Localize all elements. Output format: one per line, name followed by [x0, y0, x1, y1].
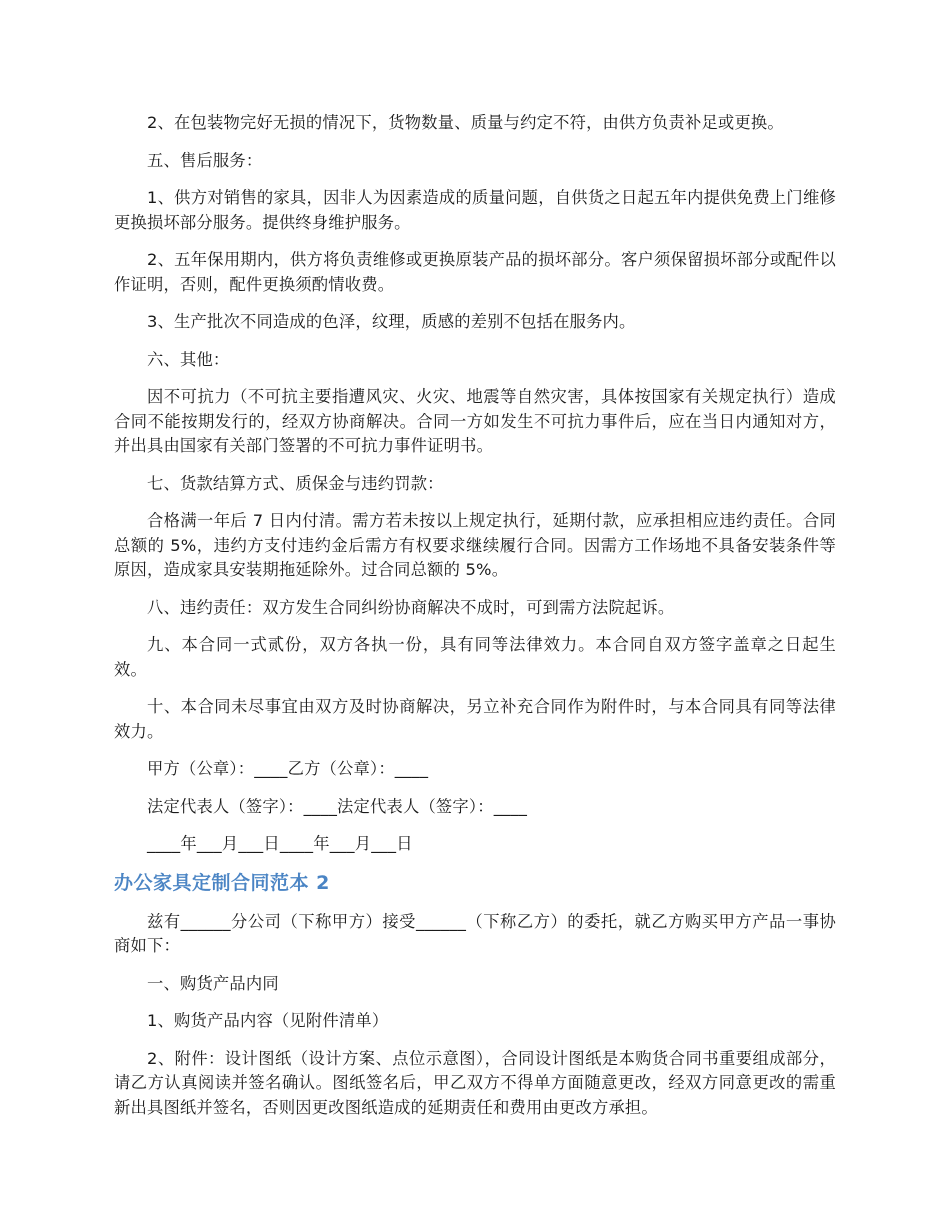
paragraph-after-sales-2: 2、五年保用期内，供方将负责维修或更换原装产品的损坏部分。客户须保留损坏部分或配件以作证明，否则，配件更换须酌情收费。	[114, 250, 836, 294]
signature-date-line: ____年___月___日____年___月___日	[147, 834, 413, 853]
section-payment-heading: 七、货款结算方式、质保金与违约罚款：	[147, 473, 444, 493]
document-body	[114, 111, 836, 1133]
section-other-heading: 六、其他：	[147, 349, 230, 369]
paragraph-packaging-clause: 2、在包装物完好无损的情况下，货物数量、质量与约定不符，由供方负责补足或更换。	[147, 113, 784, 132]
section-after-sales-heading: 五、售后服务：	[147, 150, 263, 170]
section-products-heading: 一、购货产品内同	[147, 973, 279, 993]
paragraph-copies: 九、本合同一式贰份，双方各执一份，具有同等法律效力。本合同自双方签字盖章之日起生效。	[114, 635, 836, 679]
section-title: 办公家具定制合同范本 2	[114, 871, 330, 894]
signature-representative-line: 法定代表人（签字）：____法定代表人（签字）：____	[147, 796, 528, 816]
paragraph-force-majeure: 因不可抗力（不可抗主要指遭风灾、火灾、地震等自然灾害，具体按国家有关规定执行）造成合同不能按期发行的，经双方协商解决。合同一方如发生不可抗力事件后，应在当日内通知对方，并出具由国家有关部门签署的不可抗力事件证明书。	[114, 387, 836, 455]
paragraph-after-sales-1: 1、供方对销售的家具，因非人为因素造成的质量问题，自供货之日起五年内提供免费上门维修更换损坏部分服务。提供终身维护服务。	[114, 188, 836, 232]
signature-seal-line: 甲方（公章）：____乙方（公章）：____	[147, 759, 429, 778]
paragraph-after-sales-3: 3、生产批次不同造成的色泽，纹理，质感的差别不包括在服务内。	[147, 312, 636, 331]
paragraph-products-content: 1、购货产品内容（见附件清单）	[147, 1011, 389, 1030]
paragraph-attachments: 2、附件：设计图纸（设计方案、点位示意图），合同设计图纸是本购货合同书重要组成部分，请乙方认真阅读并签名确认。图纸签名后，甲乙双方不得单方面随意更改，经双方同意更改的需重新出具图纸并签名，否则因更改图纸造成的延期责任和费用由更改方承担。	[114, 1048, 836, 1117]
paragraph-intro: 兹有______分公司（下称甲方）接受______（下称乙方）的委托，就乙方购买甲方产品一事协商如下：	[114, 911, 836, 955]
paragraph-payment-terms: 合格满一年后 7 日内付清。需方若未按以上规定执行，延期付款，应承担相应违约责任。合同总额的 5%，违约方支付违约金后需方有权要求继续履行合同。因需方工作场地不具备安装条件等原因，造成家具安装期拖延除外。过合同总额的 5%。	[114, 511, 836, 579]
paragraph-supplementary: 十、本合同未尽事宜由双方及时协商解决，另立补充合同作为附件时，与本合同具有同等法律效力。	[114, 697, 836, 741]
paragraph-breach-liability: 八、违约责任：双方发生合同纠纷协商解决不成时，可到需方法院起诉。	[147, 597, 675, 617]
